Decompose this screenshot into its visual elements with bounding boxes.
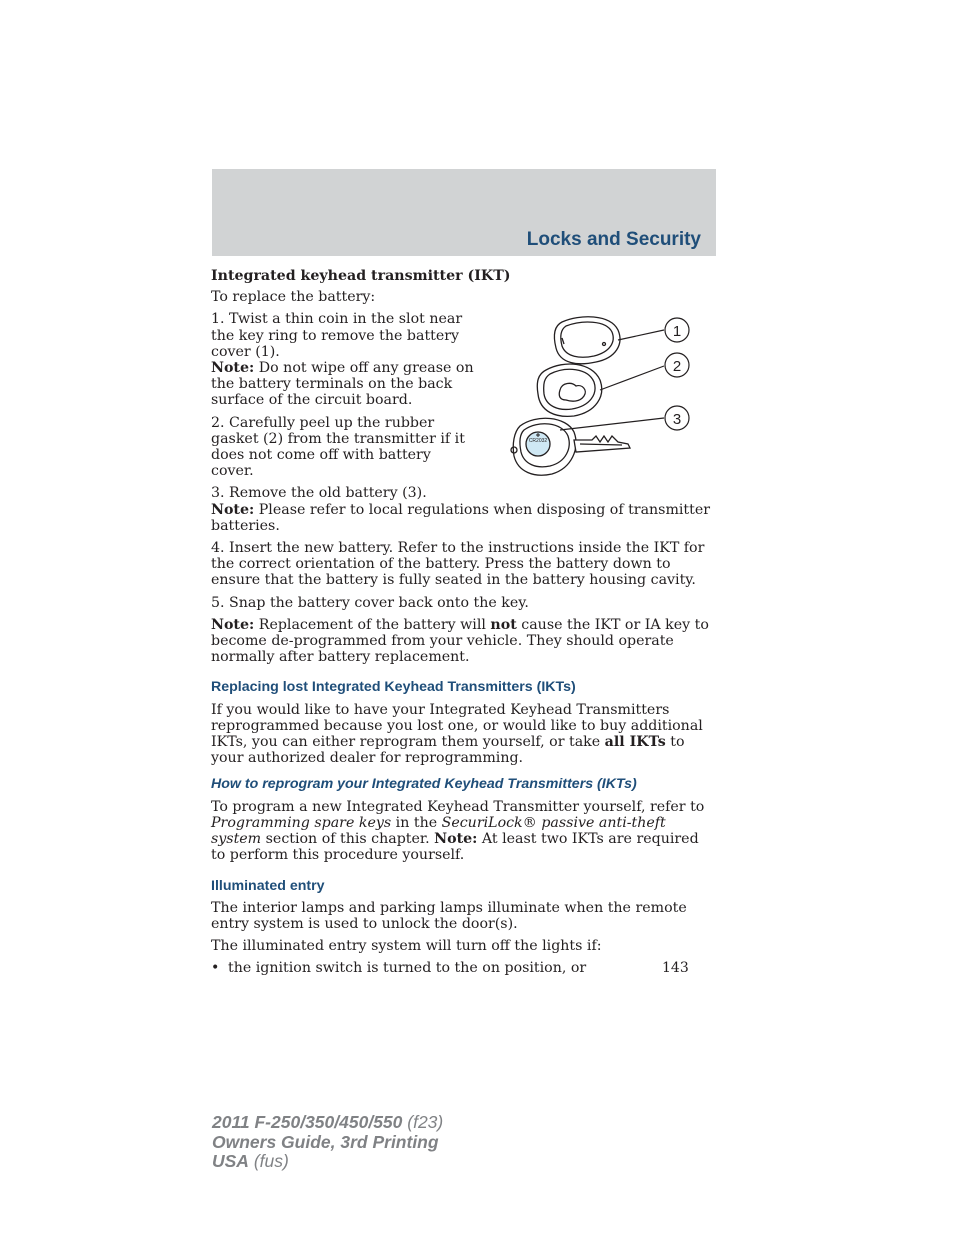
battery-note-emphasis: not [490, 616, 517, 633]
footer-market-code: (fus) [248, 1151, 289, 1171]
step-1-text: 1. Twist a thin coin in the slot near the key ring to remove the battery cover (1). [211, 311, 463, 360]
replacing-text-post: to your authorized dealer for reprogramming. [211, 734, 685, 767]
reprogram-text-1: To program a new Integrated Keyhead Transmitter yourself, refer to [211, 798, 705, 815]
page-number: 143 [662, 960, 689, 976]
replacing-text [211, 702, 716, 767]
footer-model-code: (f23) [402, 1112, 444, 1132]
section-title: Locks and Security [526, 229, 701, 250]
key-illustration [511, 418, 630, 475]
section-header-band [212, 169, 716, 256]
ikt-battery-diagram [500, 308, 710, 488]
step-1-note-text: Do not wipe off any grease on the battery terminals on the back surface of the circuit board. [211, 360, 474, 409]
callout-3-label: 3 [672, 411, 682, 428]
reprogram-heading: How to reprogram your Integrated Keyhead Transmitters (IKTs) [211, 776, 637, 793]
replacing-text-bold: all IKTs [604, 734, 666, 751]
ikt-intro: To replace the battery: [211, 289, 376, 306]
callout-1 [665, 318, 689, 342]
step-3-note-text: Please refer to local regulations when disposing of transmitter batteries. [211, 501, 711, 534]
reprogram-text [211, 799, 716, 864]
reprogram-text-3: in the [391, 814, 442, 831]
illuminated-p2: The illuminated entry system will turn off the lights if: [211, 938, 602, 955]
note-label: Note: [211, 360, 255, 377]
step-3 [211, 485, 716, 534]
battery-note-pre: Replacement of the battery will [254, 616, 491, 633]
bullet-item [211, 960, 716, 976]
illuminated-p1: The interior lamps and parking lamps illuminate when the remote entry system is used to unlock the door(s). [211, 899, 687, 932]
reprogram-ref-securilock: SecuriLock® passive anti-theft system [211, 814, 666, 848]
ikt-heading: Integrated keyhead transmitter (IKT) [211, 268, 511, 284]
note-label: Note: [211, 501, 255, 518]
step-3-text: 3. Remove the old battery (3). [211, 485, 427, 502]
reprogram-text-5: section of this chapter. [261, 831, 435, 848]
note-label: Note: [211, 616, 255, 633]
callout-1-label: 1 [672, 323, 682, 340]
illuminated-heading: Illuminated entry [211, 877, 325, 894]
battery-label: CR2032 [528, 438, 548, 444]
step-1 [211, 311, 476, 408]
document-footer [212, 1113, 443, 1172]
reprogram-text-7: At least two IKTs are required to perform this procedure yourself. [211, 831, 699, 864]
callout-2 [665, 353, 689, 377]
step-2: 2. Carefully peel up the rubber gasket (2) from the transmitter if it does not come off with battery cover. [211, 414, 465, 480]
reprogram-ref-spare-keys: Programming spare keys [211, 814, 392, 831]
bullet-dot: • [211, 960, 220, 977]
footer-line-3 [212, 1152, 443, 1172]
footer-line-1 [212, 1113, 443, 1133]
battery-cover-illustration [554, 317, 620, 364]
battery-note [211, 617, 716, 666]
callout-2-label: 2 [672, 358, 682, 375]
step-4: 4. Insert the new battery. Refer to the instructions inside the IKT for the correct orientation of the battery. Press the battery down to ensure that the battery is fully seated in the battery housing cavity. [211, 540, 705, 589]
replacing-heading: Replacing lost Integrated Keyhead Transmitters (IKTs) [211, 679, 576, 696]
footer-model: 2011 F-250/350/450/550 [212, 1112, 403, 1132]
footer-market: USA [212, 1151, 249, 1171]
callout-3 [665, 406, 689, 430]
footer-line-2: Owners Guide, 3rd Printing [212, 1131, 439, 1152]
note-label: Note: [434, 831, 478, 848]
step-5: 5. Snap the battery cover back onto the key. [211, 594, 529, 611]
battery-note-post: cause the IKT or IA key to become de-programmed from your vehicle. They should operate normally after battery replacement. [211, 616, 709, 666]
gasket-illustration [537, 364, 601, 416]
replacing-text-pre: If you would like to have your Integrated Keyhead Transmitters reprogrammed because you lost one, or would like to buy additional IKTs, you can either reprogram them yourself, or take [211, 701, 703, 751]
bullet-text: the ignition switch is turned to the on position, or [228, 960, 587, 977]
